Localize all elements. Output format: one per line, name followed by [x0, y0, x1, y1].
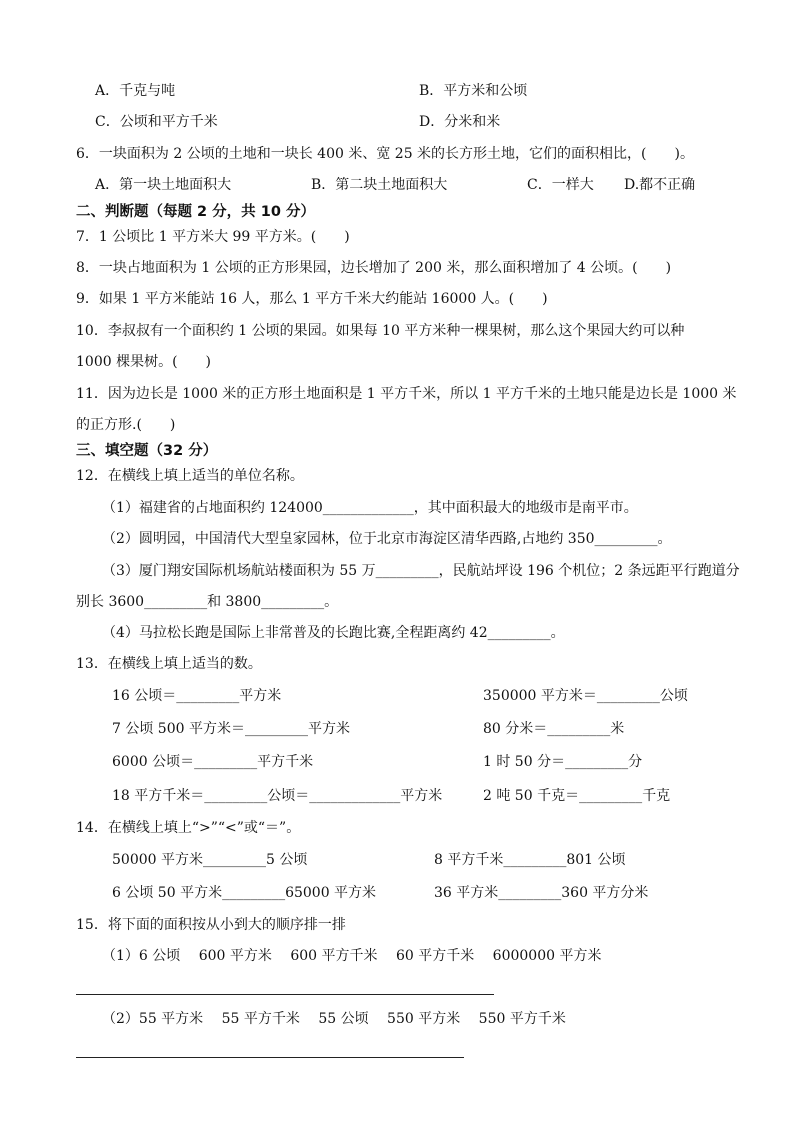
q9: 9．如果 1 平方米能站 16 人，那么 1 平方千米大约能站 16000 人。( ) [76, 291, 548, 307]
q10-line-2: 1000 棵果树。( ) [76, 354, 212, 370]
q13-item: 1 时 50 分＝_________分 [483, 754, 643, 770]
q13-item: 2 吨 50 千克＝_________千克 [483, 788, 671, 804]
q15-stem: 15．将下面的面积按从小到大的顺序排一排 [76, 917, 346, 933]
q10-line-1: 10．李叔叔有一个面积约 1 公顷的果园。如果每 10 平方米种一棵果树，那么这个果园大约可以种 [76, 323, 685, 339]
q13-item: 6000 公顷＝_________平方千米 [112, 754, 314, 770]
q13-stem: 13．在横线上填上适当的数。 [76, 656, 262, 672]
q5-option-d: D．分米和米 [419, 114, 501, 130]
q15-1: （1）6 公顷 600 平方米 600 平方千米 60 平方千米 6000000 平方米 [102, 948, 602, 964]
section-2-heading: 二、判断题（每题 2 分，共 10 分） [76, 204, 315, 220]
q6-option-c: C．一样大 [527, 177, 594, 193]
q11-line-1: 11．因为边长是 1000 米的正方形土地面积是 1 平方千米，所以 1 平方千米的土地只能是边长是 1000 米 [76, 386, 737, 402]
q12-3-line-2: 别长 3600_________和 3800_________。 [76, 594, 339, 610]
q5-option-c: C．公顷和平方千米 [95, 114, 218, 130]
q11-line-2: 的正方形.( ) [76, 417, 176, 433]
q7: 7．1 公顷比 1 平方米大 99 平方米。( ) [76, 229, 350, 245]
q14-item: 6 公顷 50 平方米_________65000 平方米 [112, 885, 377, 901]
q6-option-b: B．第二块土地面积大 [311, 177, 448, 193]
q6-option-d: D.都不正确 [624, 177, 696, 193]
q13-item: 350000 平方米＝_________公顷 [483, 688, 688, 704]
q5-option-a: A．千克与吨 [95, 83, 176, 99]
section-3-heading: 三、填空题（32 分） [76, 443, 218, 459]
q12-2: （2）圆明园，中国清代大型皇家园林，位于北京市海淀区清华西路,占地约 350_________。 [102, 531, 672, 547]
q12-1: （1）福建省的占地面积约 124000_____________，其中面积最大的地级市是南平市。 [102, 500, 638, 516]
q5-option-b: B．平方米和公顷 [419, 83, 528, 99]
q15-2-answer-line [76, 1057, 464, 1058]
q6-stem: 6．一块面积为 2 公顷的土地和一块长 400 米、宽 25 米的长方形土地，它们的面积相比，( )。 [76, 146, 694, 162]
q12-4: （4）马拉松长跑是国际上非常普及的长跑比赛,全程距离约 42_________。 [102, 625, 565, 641]
q13-item: 16 公顷＝_________平方米 [112, 688, 282, 704]
q14-item: 36 平方米_________360 平方分米 [434, 885, 649, 901]
q15-1-answer-line [76, 994, 494, 995]
q13-item: 80 分米＝_________米 [483, 721, 625, 737]
q13-item: 7 公顷 500 平方米＝_________平方米 [112, 721, 350, 737]
q14-stem: 14．在横线上填上“>”“<”或“＝”。 [76, 820, 301, 836]
q14-item: 8 平方千米_________801 公顷 [434, 852, 626, 868]
q12-stem: 12．在横线上填上适当的单位名称。 [76, 468, 304, 484]
q14-item: 50000 平方米_________5 公顷 [112, 852, 308, 868]
q6-option-a: A．第一块土地面积大 [95, 177, 232, 193]
q8: 8．一块占地面积为 1 公顷的正方形果园，边长增加了 200 米，那么面积增加了 4 公顷。( ) [76, 260, 672, 276]
q13-item: 18 平方千米＝_________公顷＝_____________平方米 [112, 788, 443, 804]
q15-2: （2）55 平方米 55 平方千米 55 公顷 550 平方米 550 平方千米 [102, 1011, 566, 1027]
q12-3-line-1: （3）厦门翔安国际机场航站楼面积为 55 万_________，民航站坪设 196 个机位；2 条远距平行跑道分 [102, 563, 740, 579]
